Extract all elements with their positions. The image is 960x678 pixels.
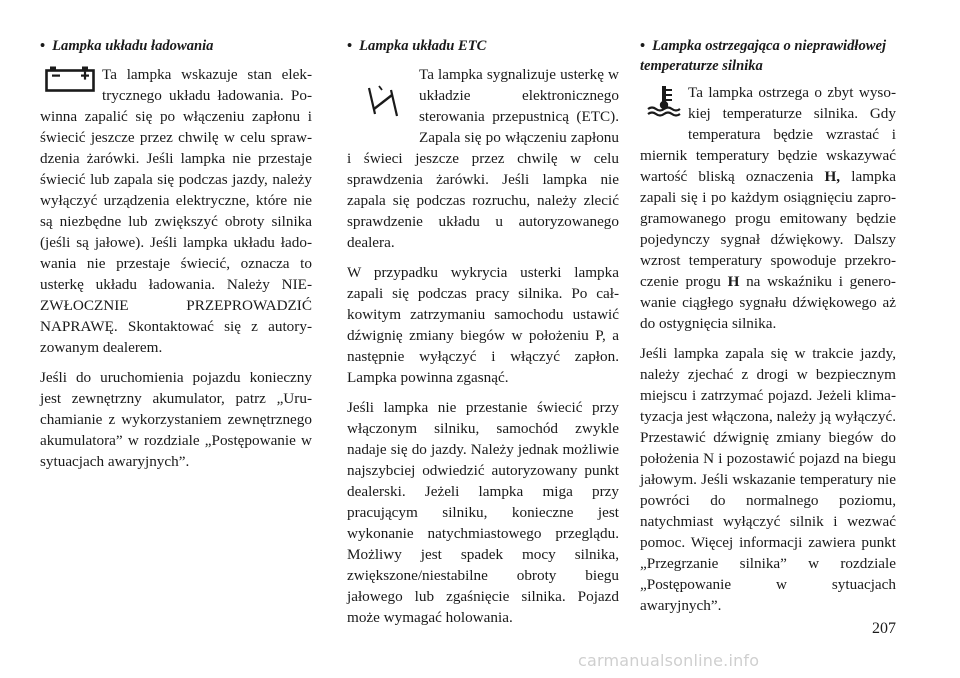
paragraph: Ta lampka ostrzega o zbyt wysokiej temperaturze silnika. Gdy temperatura będzie wzrastać i miernik temperatury będzie wskazywać wartość bliską oznaczenia H, lampka zapali się i po każdym osiągnięciu zaprogramowanego progu emitowany będzie pojedynczy sygnał dźwiękowy. Dalszy wzrost temperatury spowoduje przekroczenie progu H na wskaźniku i generowanie ciągłego sygnału dźwiękowego aż do ostygnięcia silnika. [640, 84, 896, 332]
bullet: • [640, 38, 646, 54]
page-number: 207 [872, 620, 896, 637]
watermark: carmanualsonline.info [578, 651, 760, 670]
bullet: • [40, 38, 46, 54]
gauge-mark-h: H [727, 273, 740, 290]
column-etc-light [347, 36, 619, 628]
paragraph: Ta lampka sygnalizuje usterkę w układzie elektronicznego sterowania przepustnicą (ETC). Zapala się po włączeniu zapłonu i świeci jeszcze przez chwilę w celu sprawdzenia żarówki. Jeśli lampka nie zapala się podczas rozruchu, należy zlecić sprawdzenie układu u autoryzowanego dealera. [347, 66, 619, 251]
paragraph: Jeśli do uruchomienia pojazdu konieczny jest zewnętrzny akumulator, patrz „Uruchamianie z wykorzystaniem zewnętrznego akumulatora” w rozdziale „Postępowanie w sytuacjach awaryjnych”. [40, 369, 312, 470]
column-charging-light [40, 36, 312, 472]
paragraph: Jeśli lampka zapala się w trakcie jazdy, należy zjechać z drogi w bezpiecznym miejscu i zatrzymać pojazd. Jeżeli klimatyzacja jest włączona, należy ją wyłączyć. Przestawić dźwignię zmiany biegów do położenia N i pozostawić pojazd na biegu jałowym. Jeśli wskazanie temperatury nie powróci do normalnego poziomu, natychmiast wyłączyć silnik i wezwać pomoc. Więcej informacji zawiera punkt „Przegrzanie silnika” w rozdziale „Postępowanie w sytuacjach awaryjnych”. [640, 345, 896, 614]
coolant-temperature-icon [640, 85, 688, 127]
column-temperature-light [640, 36, 896, 616]
paragraph: Ta lampka wskazuje stan elektrycznego układu ładowania. Powinna zapalić się po włączeniu zapłonu i świecić jeszcze przez chwilę w celu sprawdzenia żarówki. Jeśli lampka nie przestaje świecić lub zapala się podczas jazdy, należy wyłączyć urządzenia elektryczne, które nie są niezbędne lub zwiększyć obroty silnika (jeśli są jałowe). Jeśli lampka układu ładowania nie przestaje świecić, oznacza to usterkę układu ładowania. Należy NIEZWŁOCZNIE PRZEPROWADZIĆ NAPRAWĘ. Skontaktować się z autoryzowanym dealerem. [40, 66, 312, 356]
paragraph: W przypadku wykrycia usterki lampka zapali się podczas pracy silnika. Po całkowitym zatrzymaniu samochodu ustawić dźwignię zmiany biegów w położeniu P, a następnie wyłączyć i włączyć zapłon. Lampka powinna zgasnąć. [347, 264, 619, 386]
bullet: • [347, 38, 353, 54]
section-heading-temperature: • Lampka ostrzegająca o nieprawidłowej temperaturze silnika [640, 38, 887, 74]
gauge-mark-h: H, [824, 168, 841, 185]
paragraph: Jeśli lampka nie przestanie świecić przy włączonym silniku, samochód zwykle nadaje się do jazdy. Należy jednak możliwie najszybciej odwiedzić autoryzowany punkt dealerski. Jeżeli lampka miga przy pracującym silniku, konieczne jest wykonanie natychmiastowego przeglądu. Możliwy jest spadek mocy silnika, zwiększone/niestabilne obroty biegu jałowego lub zgaśnięcie silnika. Pojazd może wymagać holowania. [347, 399, 619, 626]
battery-icon [40, 66, 102, 106]
etc-throttle-icon [347, 66, 419, 144]
section-heading-charging: • Lampka układu ładowania [40, 38, 214, 54]
section-heading-etc: • Lampka układu ETC [347, 38, 487, 54]
